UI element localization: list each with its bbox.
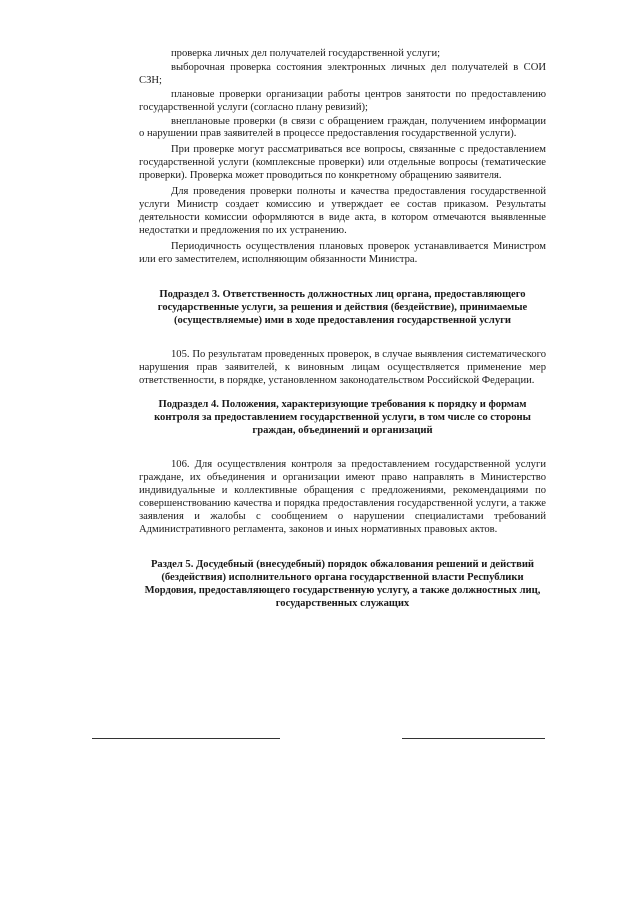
paragraph-planned-checks: плановые проверки организации работы центров занятости по предоставлению государственной услуги (согласно плану ревизий);: [139, 88, 546, 113]
footer-rule-right: [402, 738, 545, 739]
paragraph-electronic-files-check: выборочная проверка состояния электронных личных дел получателей в СОИ СЗН;: [139, 61, 546, 86]
heading-subsection-4: Подраздел 4. Положения, характеризующие требования к порядку и формам контроля за предоставлением государственной услуги, в том числе со стороны граждан, объединений и организаций: [154, 398, 531, 437]
paragraph-105: 105. По результатам проведенных проверок, в случае выявления систематического нарушения прав заявителей, к виновным лицам осуществляется применение мер ответственности, в порядке, установленном законодательством Российской Федерации.: [139, 349, 546, 386]
paragraph-personal-files-check: проверка личных дел получателей государственной услуги;: [171, 48, 441, 59]
paragraph-106: 106. Для осуществления контроля за предоставлением государственной услуги граждане, их объединения и организации имеют право направлять в Министерство индивидуальные и коллективные обращения с предложениями, рекомендациями по совершенствованию качества и порядка предоставления государственной услуги, а также заявления и жалобы с сообщением о нарушении специалистами требований Административного регламента, законов и иных нормативных правовых актов.: [139, 459, 546, 535]
paragraph-periodicity: Периодичность осуществления плановых проверок устанавливается Министром или его заместителем, исполняющим обязанности Министра.: [139, 240, 546, 265]
document-body: [139, 48, 546, 611]
paragraph-check-scope: При проверке могут рассматриваться все вопросы, связанные с предоставлением государственной услуги (комплексные проверки) или отдельные вопросы (тематические проверки). Проверка может проводиться по конкретному обращению заявителя.: [139, 144, 546, 182]
heading-section-5: Раздел 5. Досудебный (внесудебный) порядок обжалования решений и действий (бездействия) исполнительного органа государственной власти Республики Мордовия, предоставляющего государственную услугу, а также должностных лиц, государственных служащих: [144, 558, 541, 610]
paragraph-commission: Для проведения проверки полноты и качества предоставления государственной услуги Министр создает комиссию и утверждает ее состав приказом. Результаты деятельности комиссии оформляются в виде акта, в котором отмечаются выявленные недостатки и предложения по их устранению.: [139, 186, 546, 236]
heading-subsection-3: Подраздел 3. Ответственность должностных лиц органа, предоставляющего государственные услуги, за решения и действия (бездействие), принимаемые (осуществляемые) ими в ходе предоставления государственной услуги: [157, 288, 528, 326]
paragraph-unplanned-checks: внеплановые проверки (в связи с обращением граждан, получением информации о нарушении прав заявителей в процессе предоставления государственной услуги).: [139, 115, 546, 140]
footer-rule-left: [92, 738, 280, 739]
